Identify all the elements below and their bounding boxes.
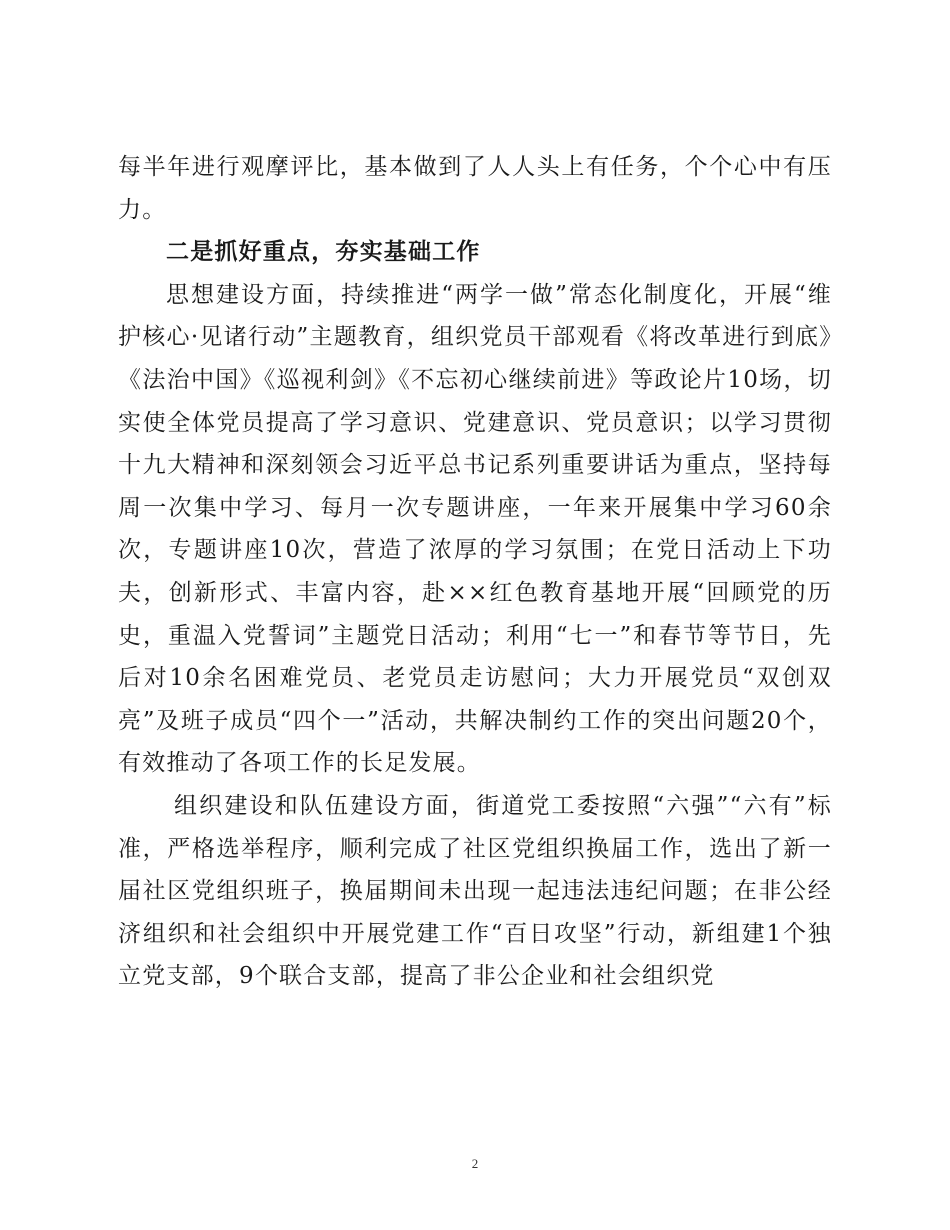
paragraph-ideological-building: 思想建设方面，持续推进“两学一做”常态化制度化，开展“维护核心·见诸行动”主题教育，组织党员干部观看《将改革进行到底》《法治中国》《巡视利剑》《不忘初心继续前进》等政论片10场，切实使全体党员提高了学习意识、党建意识、党员意识；以学习贯彻十九大精神和深刻领会习近平总书记系列重要讲话为重点，坚持每周一次集中学习、每月一次专题讲座，一年来开展集中学习60余次，专题讲座10次，营造了浓厚的学习氛围；在党日活动上下功夫，创新形式、丰富内容，赴××红色教育基地开展“回顾党的历史，重温入党誓词”主题党日活动；利用“七一”和春节等节日，先后对10余名困难党员、老党员走访慰问；大力开展党员“双创双亮”及班子成员“四个一”活动，共解决制约工作的突出问题20个，有效推动了各项工作的长足发展。 — [118, 281, 832, 777]
page-number: 2 — [471, 1156, 479, 1171]
document-page — [118, 146, 832, 998]
paragraph-continuation: 每半年进行观摩评比，基本做到了人人头上有任务，个个心中有压力。 — [118, 154, 832, 223]
section-heading: 二是抓好重点，夯实基础工作 — [166, 238, 481, 266]
paragraph-organization-building: 组织建设和队伍建设方面，街道党工委按照“六强”“六有”标准，严格选举程序，顺利完成了社区党组织换届工作，选出了新一届社区党组织班子，换届期间未出现一起违法违纪问题；在非公经济组织和社会组织中开展党建工作“百日攻坚”行动，新组建1个独立党支部，9个联合支部，提高了非公企业和社会组织党 — [118, 792, 832, 990]
